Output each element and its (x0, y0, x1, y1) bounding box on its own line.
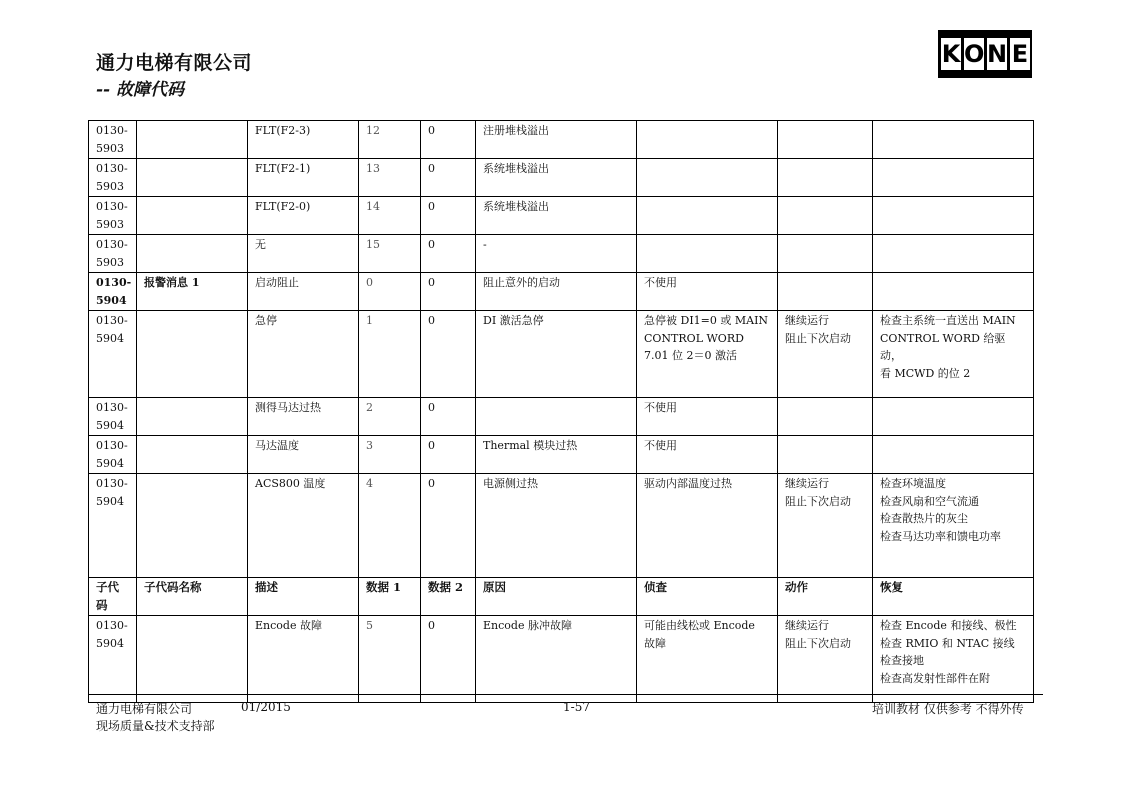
header-cell-action: 动作 (778, 578, 873, 616)
cell-cause: Thermal 模块过热 (476, 436, 637, 474)
footer-page-number: 1-57 (563, 700, 590, 714)
cell-subcode-name (137, 235, 248, 273)
logo-letter: N (987, 40, 1008, 68)
cell-detection (637, 235, 778, 273)
cell-recovery (873, 235, 1034, 273)
footer-disclaimer: 培训教材 仅供参考 不得外传 (872, 702, 1024, 716)
cell-description: FLT(F2-0) (248, 197, 359, 235)
cell-action (778, 398, 873, 436)
cell-data2: 0 (421, 436, 476, 474)
cell-subcode: 0130- 5904 (89, 311, 137, 398)
cell-data1: 1 (359, 311, 421, 398)
cell-subcode: 0130- 5904 (89, 273, 137, 311)
cell-detection: 不使用 (637, 436, 778, 474)
footer-date: 01/2015 (241, 700, 291, 714)
cell-data2: 0 (421, 474, 476, 578)
cell-subcode: 0130- 5903 (89, 159, 137, 197)
cell-detection: 驱动内部温度过热 (637, 474, 778, 578)
cell-data2: 0 (421, 159, 476, 197)
cell-data2: 0 (421, 616, 476, 703)
header-cell-data2: 数据 2 (421, 578, 476, 616)
cell-data1: 0 (359, 273, 421, 311)
cell-action (778, 197, 873, 235)
cell-detection: 不使用 (637, 273, 778, 311)
cell-cause: 电源侧过热 (476, 474, 637, 578)
cell-subcode-name (137, 197, 248, 235)
cell-subcode-name (137, 159, 248, 197)
logo-letter: E (1011, 40, 1029, 68)
logo-letter: O (964, 40, 985, 68)
header-cell-subcode-name: 子代码名称 (137, 578, 248, 616)
table-row (89, 159, 1034, 197)
cell-description: 马达温度 (248, 436, 359, 474)
cell-action (778, 235, 873, 273)
cell-data1: 13 (359, 159, 421, 197)
cell-detection (637, 121, 778, 159)
company-title: 通力电梯有限公司 (96, 52, 253, 74)
cell-subcode-name: 报警消息 1 (137, 273, 248, 311)
cell-description: 无 (248, 235, 359, 273)
table-row (89, 197, 1034, 235)
cell-recovery (873, 159, 1034, 197)
cell-data1: 15 (359, 235, 421, 273)
cell-detection (637, 159, 778, 197)
fault-code-table (88, 120, 1034, 703)
cell-subcode: 0130- 5904 (89, 398, 137, 436)
table-row (89, 616, 1034, 703)
cell-description: Encode 故障 (248, 616, 359, 703)
cell-data1: 3 (359, 436, 421, 474)
footer-department: 现场质量&技术支持部 (96, 719, 215, 733)
cell-action: 继续运行 阻止下次启动 (778, 616, 873, 703)
header-cell-cause: 原因 (476, 578, 637, 616)
cell-description: ACS800 温度 (248, 474, 359, 578)
cell-subcode: 0130- 5904 (89, 616, 137, 703)
cell-data1: 5 (359, 616, 421, 703)
cell-recovery (873, 197, 1034, 235)
cell-subcode-name (137, 616, 248, 703)
cell-action (778, 121, 873, 159)
cell-detection: 可能由线松或 Encode 故障 (637, 616, 778, 703)
cell-data2: 0 (421, 398, 476, 436)
cell-subcode-name (137, 474, 248, 578)
cell-action: 继续运行 阻止下次启动 (778, 311, 873, 398)
cell-detection: 急停被 DI1=0 或 MAIN CONTROL WORD 7.01 位 2＝0 激活 (637, 311, 778, 398)
cell-cause: 阻止意外的启动 (476, 273, 637, 311)
cell-recovery: 检查环境温度 检查风扇和空气流通 检查散热片的灰尘 检查马达功率和馈电功率 (873, 474, 1034, 578)
cell-detection (637, 197, 778, 235)
page-subtitle: -- 故障代码 (96, 80, 185, 100)
cell-description: FLT(F2-3) (248, 121, 359, 159)
cell-cause: 系统堆栈溢出 (476, 197, 637, 235)
table-row (89, 235, 1034, 273)
cell-subcode-name (137, 311, 248, 398)
cell-cause: - (476, 235, 637, 273)
cell-cause (476, 398, 637, 436)
cell-subcode-name (137, 436, 248, 474)
cell-recovery (873, 273, 1034, 311)
cell-subcode-name (137, 121, 248, 159)
cell-action (778, 273, 873, 311)
cell-subcode-name (137, 398, 248, 436)
cell-description: 急停 (248, 311, 359, 398)
cell-data2: 0 (421, 235, 476, 273)
cell-recovery (873, 436, 1034, 474)
cell-detection: 不使用 (637, 398, 778, 436)
cell-data1: 2 (359, 398, 421, 436)
cell-description: 启动阻止 (248, 273, 359, 311)
cell-subcode: 0130- 5904 (89, 474, 137, 578)
cell-cause: 系统堆栈溢出 (476, 159, 637, 197)
table-row (89, 273, 1034, 311)
header-cell-recovery: 恢复 (873, 578, 1034, 616)
footer-divider (88, 694, 1043, 695)
header-cell-description: 描述 (248, 578, 359, 616)
cell-subcode: 0130- 5903 (89, 121, 137, 159)
cell-data2: 0 (421, 121, 476, 159)
footer-company: 通力电梯有限公司 (96, 702, 193, 716)
header-cell-detection: 侦查 (637, 578, 778, 616)
cell-data1: 14 (359, 197, 421, 235)
table-row (89, 474, 1034, 578)
table-row (89, 398, 1034, 436)
cell-data2: 0 (421, 197, 476, 235)
cell-action: 继续运行 阻止下次启动 (778, 474, 873, 578)
cell-data2: 0 (421, 311, 476, 398)
cell-subcode: 0130- 5903 (89, 197, 137, 235)
table-row (89, 311, 1034, 398)
cell-subcode: 0130- 5904 (89, 436, 137, 474)
header-cell-data1: 数据 1 (359, 578, 421, 616)
cell-data1: 4 (359, 474, 421, 578)
cell-cause: 注册堆栈溢出 (476, 121, 637, 159)
cell-cause: DI 激活急停 (476, 311, 637, 398)
cell-data1: 12 (359, 121, 421, 159)
cell-description: FLT(F2-1) (248, 159, 359, 197)
cell-recovery (873, 121, 1034, 159)
kone-logo (938, 30, 1032, 78)
header-cell-subcode: 子代码 (89, 578, 137, 616)
table-header-row (89, 578, 1034, 616)
cell-action (778, 436, 873, 474)
cell-cause: Encode 脉冲故障 (476, 616, 637, 703)
cell-data2: 0 (421, 273, 476, 311)
logo-letter: K (941, 40, 961, 68)
table-row (89, 121, 1034, 159)
table-row (89, 436, 1034, 474)
cell-subcode: 0130- 5903 (89, 235, 137, 273)
cell-description: 测得马达过热 (248, 398, 359, 436)
cell-action (778, 159, 873, 197)
cell-recovery: 检查 Encode 和接线、极性 检查 RMIO 和 NTAC 接线 检查接地 检查高发射性部件在附 (873, 616, 1034, 703)
cell-recovery: 检查主系统一直送出 MAIN CONTROL WORD 给驱动， 看 MCWD 的位 2 (873, 311, 1034, 398)
cell-recovery (873, 398, 1034, 436)
